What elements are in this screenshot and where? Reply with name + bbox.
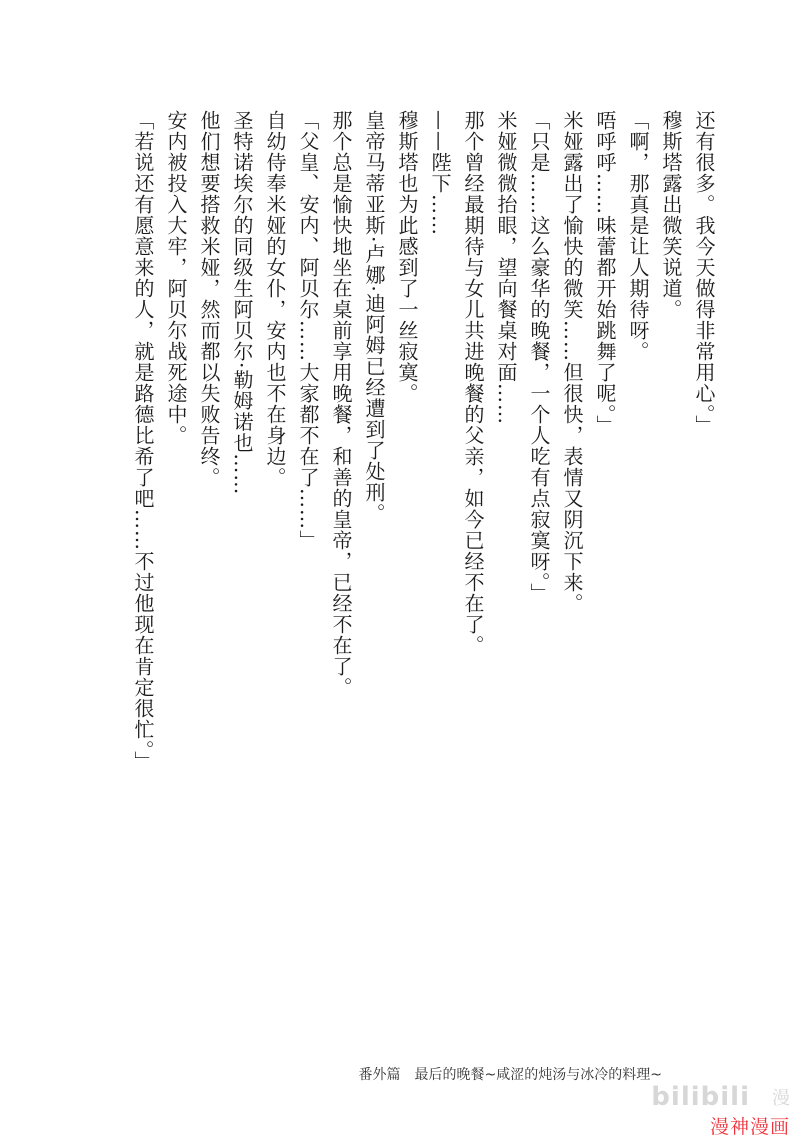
watermark-label: 漫神漫画 [709, 1116, 790, 1138]
text-line: 自幼侍奉米娅的女仆，安内也不在身边。 [263, 110, 287, 488]
text-line: 米娅微微抬眼，望向餐桌对面…… [494, 110, 518, 425]
vertical-text-block [126, 110, 720, 772]
text-line: 他们想要搭救米娅，然而都以失败告终。 [197, 110, 221, 488]
text-line: 「父皇、安内、阿贝尔……大家都不在了……」 [296, 110, 320, 551]
text-line: 皇帝马蒂亚斯·卢娜·迪阿姆已经遭到了处刑。 [362, 110, 386, 524]
text-line: 那个曾经最期待与女儿共进晚餐的父亲，如今已经不在了。 [461, 110, 485, 656]
text-line: 穆斯塔露出微笑说道。 [659, 110, 683, 320]
text-line: 还有很多。我今天做得非常用心。」 [692, 110, 716, 436]
text-line: 米娅露出了愉快的微笑……但很快，表情又阴沉下来。 [560, 110, 584, 614]
text-line: 「啊，那真是让人期待呀。 [626, 110, 650, 362]
text-line: 「若说还有愿意来的人，就是路德比希了吧……不过他现在肯定很忙。」 [131, 110, 155, 772]
chapter-footer: 番外篇 最后的晚餐~咸涩的炖汤与冰冷的料理~ [358, 1067, 662, 1083]
text-line: 「只是……这么豪华的晚餐，一个人吃有点寂寞呀。」 [527, 110, 551, 604]
text-line: ——陛下…… [428, 110, 452, 236]
text-line: 安内被投入大牢，阿贝尔战死途中。 [164, 110, 188, 446]
watermark [651, 1082, 790, 1138]
watermark-side-char: 漫 [772, 1088, 790, 1109]
text-line: 穆斯塔也为此感到了一丝寂寞。 [395, 110, 419, 404]
bilibili-logo: bilibili [651, 1082, 750, 1112]
text-line: 圣特诺埃尔的同级生阿贝尔·勒姆诺也…… [230, 110, 254, 496]
text-line: 那个总是愉快地坐在桌前享用晚餐，和善的皇帝，已经不在了。 [329, 110, 353, 698]
text-line: 唔呼呼……味蕾都开始跳舞了呢。」 [593, 110, 617, 436]
